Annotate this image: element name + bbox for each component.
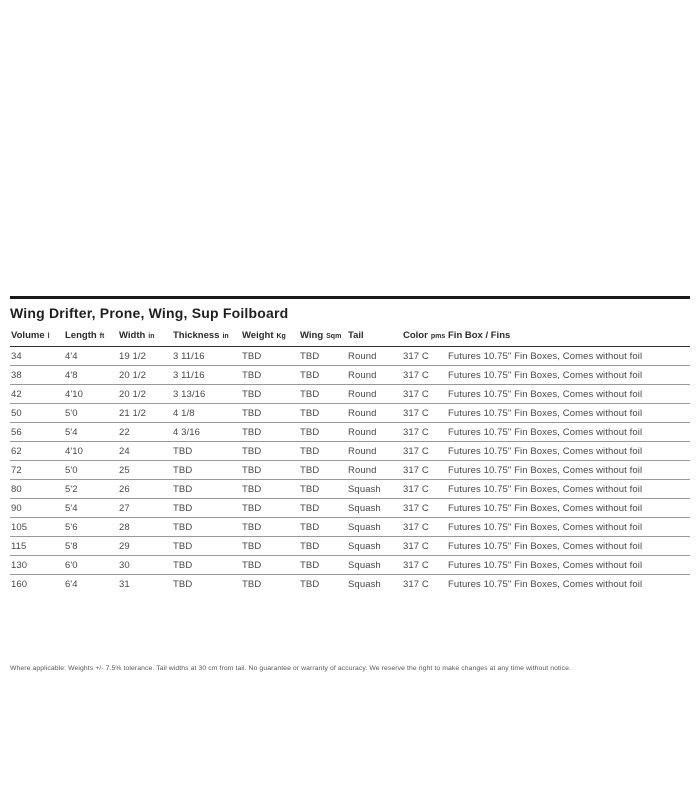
cell-tail: Round <box>347 385 402 404</box>
col-header-tail <box>347 326 402 347</box>
cell-tail: Round <box>347 461 402 480</box>
cell-color: 317 C <box>402 575 447 594</box>
cell-thickness: 3 11/16 <box>173 351 205 362</box>
cell-finbox: Futures 10.75" Fin Boxes, Comes without foil <box>448 351 643 362</box>
col-header-volume <box>10 326 64 347</box>
cell-weight: TBD <box>241 499 299 518</box>
cell-weight: TBD <box>241 423 299 442</box>
cell-wing: TBD <box>299 404 347 423</box>
col-label: Width <box>119 330 146 341</box>
col-unit: Kg <box>276 333 286 340</box>
cell-length: 5'0 <box>64 404 118 423</box>
cell-weight: TBD <box>241 442 299 461</box>
cell-thickness: TBD <box>172 480 241 499</box>
col-label: Wing <box>300 330 324 341</box>
cell-wing: TBD <box>299 385 347 404</box>
cell-color: 317 C <box>402 537 447 556</box>
cell-volume: 72 <box>10 461 64 480</box>
cell-width: 31 <box>118 575 172 594</box>
cell-finbox: Futures 10.75" Fin Boxes, Comes without foil <box>447 404 690 423</box>
table-row <box>10 442 690 461</box>
cell-weight: TBD <box>241 575 299 594</box>
col-label: Color <box>403 330 428 341</box>
cell-length: 5'8 <box>64 537 118 556</box>
col-label: Weight <box>242 330 274 341</box>
cell-volume: 62 <box>10 442 64 461</box>
col-label: Length <box>65 330 97 341</box>
col-header-thickness <box>172 326 241 347</box>
cell-finbox: Futures 10.75" Fin Boxes, Comes without foil <box>447 366 690 385</box>
cell-volume: 160 <box>10 575 64 594</box>
table-row <box>10 518 690 537</box>
cell-wing: TBD <box>299 575 347 594</box>
cell-wing: TBD <box>299 499 347 518</box>
col-label: Fin Box / Fins <box>448 330 511 341</box>
cell-color: 317 C <box>402 385 447 404</box>
col-unit: in <box>148 333 155 340</box>
cell-length: 6'0 <box>64 556 118 575</box>
cell-volume: 56 <box>10 423 64 442</box>
cell-thickness: 3 11/16 <box>172 366 241 385</box>
cell-volume: 130 <box>10 556 64 575</box>
cell-length: 6'4 <box>64 575 118 594</box>
cell-thickness: TBD <box>172 499 241 518</box>
table-row <box>10 366 690 385</box>
cell-tail: Squash <box>347 480 402 499</box>
cell-thickness: TBD <box>172 518 241 537</box>
cell-finbox: Futures 10.75" Fin Boxes, Comes without foil <box>447 385 690 404</box>
col-unit: l <box>47 333 50 340</box>
cell-weight: TBD <box>241 461 299 480</box>
cell-tail: Round <box>347 423 402 442</box>
cell-length: 4'10 <box>64 385 118 404</box>
table-row <box>10 347 690 366</box>
cell-tail: Round <box>347 366 402 385</box>
cell-thickness: TBD <box>172 442 241 461</box>
col-unit: pms <box>430 333 446 340</box>
table-row <box>10 423 690 442</box>
cell-weight: TBD <box>242 351 262 362</box>
cell-wing: TBD <box>299 461 347 480</box>
cell-volume: 115 <box>10 537 64 556</box>
cell-finbox: Futures 10.75" Fin Boxes, Comes without foil <box>447 537 690 556</box>
spec-sheet <box>10 296 690 672</box>
col-header-weight <box>241 326 299 347</box>
cell-thickness: TBD <box>172 461 241 480</box>
cell-length: 5'0 <box>64 461 118 480</box>
cell-width: 26 <box>118 480 172 499</box>
cell-color: 317 C <box>402 499 447 518</box>
cell-thickness: TBD <box>172 575 241 594</box>
col-unit: Sqm <box>326 333 342 340</box>
cell-width: 24 <box>118 442 172 461</box>
cell-length: 5'2 <box>64 480 118 499</box>
page-title: Wing Drifter, Prone, Wing, Sup Foilboard <box>10 305 289 321</box>
col-label: Tail <box>348 330 364 341</box>
cell-thickness: TBD <box>172 537 241 556</box>
col-header-finbox <box>447 326 690 347</box>
cell-length: 4'4 <box>65 351 78 362</box>
cell-finbox: Futures 10.75" Fin Boxes, Comes without foil <box>447 556 690 575</box>
cell-finbox: Futures 10.75" Fin Boxes, Comes without foil <box>447 518 690 537</box>
cell-width: 21 1/2 <box>118 404 172 423</box>
cell-wing: TBD <box>300 351 320 362</box>
cell-weight: TBD <box>241 518 299 537</box>
cell-volume: 42 <box>10 385 64 404</box>
table-row <box>10 385 690 404</box>
col-label: Thickness <box>173 330 220 341</box>
spec-table-header <box>10 326 690 347</box>
cell-tail: Round <box>347 404 402 423</box>
cell-finbox: Futures 10.75" Fin Boxes, Comes without foil <box>447 480 690 499</box>
cell-length: 5'4 <box>64 423 118 442</box>
cell-length: 5'6 <box>64 518 118 537</box>
cell-finbox: Futures 10.75" Fin Boxes, Comes without foil <box>447 442 690 461</box>
spec-table <box>10 326 690 593</box>
cell-weight: TBD <box>241 537 299 556</box>
cell-width: 30 <box>118 556 172 575</box>
table-row <box>10 537 690 556</box>
table-row <box>10 499 690 518</box>
col-header-length <box>64 326 118 347</box>
cell-width: 19 1/2 <box>119 351 147 362</box>
cell-length: 4'10 <box>64 442 118 461</box>
spec-table-body <box>10 347 690 594</box>
top-divider-rule <box>10 296 690 299</box>
cell-width: 22 <box>118 423 172 442</box>
cell-length: 4'8 <box>64 366 118 385</box>
cell-finbox: Futures 10.75" Fin Boxes, Comes without foil <box>447 423 690 442</box>
cell-tail: Squash <box>347 556 402 575</box>
cell-volume: 80 <box>10 480 64 499</box>
cell-thickness: TBD <box>172 556 241 575</box>
cell-wing: TBD <box>299 480 347 499</box>
cell-length: 5'4 <box>64 499 118 518</box>
cell-volume: 34 <box>11 351 22 362</box>
cell-color: 317 C <box>402 518 447 537</box>
cell-weight: TBD <box>241 385 299 404</box>
table-row <box>10 556 690 575</box>
cell-tail: Round <box>348 351 377 362</box>
cell-finbox: Futures 10.75" Fin Boxes, Comes without foil <box>447 499 690 518</box>
cell-thickness: 3 13/16 <box>172 385 241 404</box>
col-header-width <box>118 326 172 347</box>
cell-wing: TBD <box>299 366 347 385</box>
col-unit: in <box>222 333 229 340</box>
col-header-wing <box>299 326 347 347</box>
cell-volume: 90 <box>10 499 64 518</box>
cell-tail: Squash <box>347 499 402 518</box>
cell-finbox: Futures 10.75" Fin Boxes, Comes without foil <box>447 575 690 594</box>
cell-width: 28 <box>118 518 172 537</box>
cell-weight: TBD <box>241 366 299 385</box>
cell-wing: TBD <box>299 442 347 461</box>
table-row <box>10 404 690 423</box>
cell-finbox: Futures 10.75" Fin Boxes, Comes without foil <box>447 461 690 480</box>
cell-width: 27 <box>118 499 172 518</box>
cell-wing: TBD <box>299 556 347 575</box>
cell-color: 317 C <box>402 480 447 499</box>
footnote: Where applicable: Weights +/- 7.5% tolerance. Tail widths at 30 cm from tail. No guarantee or warranty of accuracy. We reserve the right to make changes at any time without notice. <box>10 665 571 672</box>
cell-color: 317 C <box>402 442 447 461</box>
cell-volume: 50 <box>10 404 64 423</box>
cell-thickness: 4 1/8 <box>172 404 241 423</box>
cell-tail: Round <box>347 442 402 461</box>
cell-color: 317 C <box>402 404 447 423</box>
cell-color: 317 C <box>402 461 447 480</box>
col-label: Volume <box>11 330 45 341</box>
cell-wing: TBD <box>299 518 347 537</box>
cell-color: 317 C <box>403 351 429 362</box>
cell-tail: Squash <box>347 575 402 594</box>
cell-volume: 38 <box>10 366 64 385</box>
col-unit: ft <box>99 333 105 340</box>
cell-width: 20 1/2 <box>118 385 172 404</box>
cell-width: 25 <box>118 461 172 480</box>
cell-width: 20 1/2 <box>118 366 172 385</box>
table-row <box>10 461 690 480</box>
cell-tail: Squash <box>347 537 402 556</box>
table-row <box>10 480 690 499</box>
cell-wing: TBD <box>299 537 347 556</box>
cell-weight: TBD <box>241 404 299 423</box>
cell-color: 317 C <box>402 556 447 575</box>
table-row <box>10 575 690 594</box>
cell-volume: 105 <box>10 518 64 537</box>
cell-color: 317 C <box>402 423 447 442</box>
cell-weight: TBD <box>241 556 299 575</box>
col-header-color <box>402 326 447 347</box>
cell-color: 317 C <box>402 366 447 385</box>
cell-wing: TBD <box>299 423 347 442</box>
cell-thickness: 4 3/16 <box>172 423 241 442</box>
cell-weight: TBD <box>241 480 299 499</box>
cell-tail: Squash <box>347 518 402 537</box>
cell-width: 29 <box>118 537 172 556</box>
